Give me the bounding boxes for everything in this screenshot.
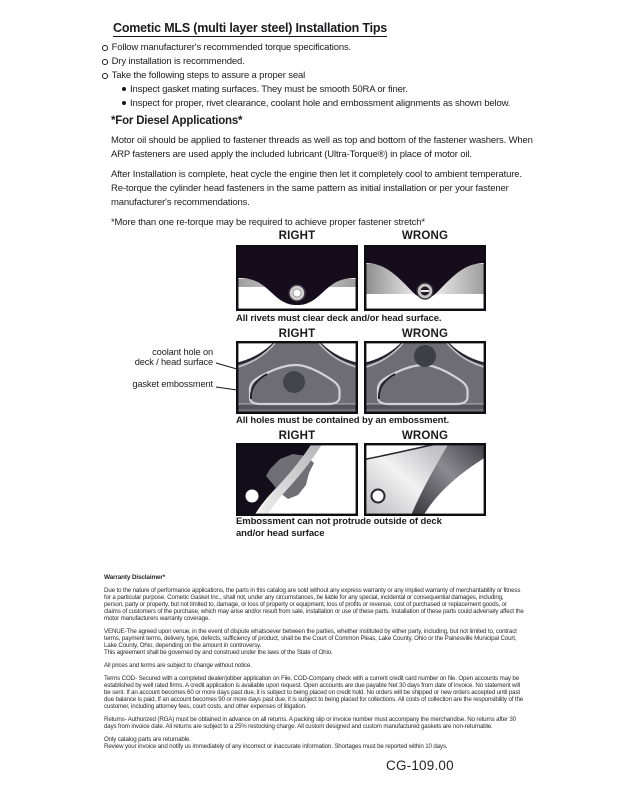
diagram3-right-label: RIGHT <box>278 430 316 442</box>
coolant-hole-label <box>93 347 213 367</box>
diagram2-wrong-panel <box>364 341 486 414</box>
diagram3-right-panel <box>236 443 358 516</box>
retorque-note: *More than one re-torque may be required to achieve proper fastener stretch* <box>111 217 425 228</box>
list-item <box>122 98 510 112</box>
list-item <box>102 70 510 84</box>
page-code: CG-109.00 <box>386 758 454 773</box>
disclaimer-paragraph: Terms COD- Secured with a completed dealer/jobber application on File, COD-Company check with a current credit card number on file. Open accounts may be established by well rated firms. A credit application is available upon request. Open accounts are due payable Net 30 days from date of invoice. No statement will be sent. If an account becomes 60 or more days past due, it is subject to being placed on credit hold. No orders will be shipped or new orders accepted until past due balance is paid. If an account becomes 90 or more days past due, it is subject to being placed for collections. All costs of collection are the responsibility of the customer, including attorney fees, court costs, and other expenses of litigation. <box>104 675 524 710</box>
list-item <box>102 56 510 70</box>
circle-bullet-icon <box>102 45 108 51</box>
diagram3-caption <box>236 516 506 539</box>
dot-bullet-icon <box>122 101 126 105</box>
diagram1-right-panel <box>236 245 358 311</box>
list-item <box>122 84 510 98</box>
list-item <box>102 42 510 56</box>
diagram2-right-label: RIGHT <box>278 328 316 340</box>
list-item-text: Dry installation is recommended. <box>111 56 245 67</box>
diagram1-wrong-label: WRONG <box>401 230 449 242</box>
list-item-text: Follow manufacturer's recommended torque specifications. <box>111 42 352 53</box>
list-item-text: Inspect gasket mating surfaces. They must be smooth 50RA or finer. <box>130 84 408 95</box>
diesel-paragraph-2: After Installation is complete, heat cycle the engine then let it completely cool to ambient temperature. Re-torque the cylinder head fasteners in the same pattern as initial installation or per your fastener manufacturer's recommendations. <box>111 169 522 208</box>
diesel-heading: *For Diesel Applications* <box>111 115 243 127</box>
disclaimer-heading: Warranty Disclaimer* <box>104 574 166 581</box>
page-title: Cometic MLS (multi layer steel) Installation Tips <box>113 21 388 35</box>
installation-tips-list <box>102 42 510 112</box>
list-item-text: Inspect for proper, rivet clearance, coolant hole and embossment alignments as shown below. <box>130 98 511 109</box>
diagram1-right-label: RIGHT <box>278 230 316 242</box>
coolant-hole-label-line2: deck / head surface <box>134 357 213 367</box>
disclaimer-paragraph: Review your invoice and notify us immediately of any incorrect or inaccurate information. Shortages must be reported within 10 days. <box>104 743 448 750</box>
diagram3-caption-line2: and/or head surface <box>236 527 325 539</box>
diagram3-wrong-label: WRONG <box>401 430 449 442</box>
disclaimer-paragraph: Returns- Authorized (RGA) must be obtained in advance on all returns. A packing slip or invoice number must accompany the merchandise. No returns after 30 days from invoice date. All returns are subject to a 25% restocking charge. All custom designed and custom manufactured gaskets are non-returnable. <box>104 716 516 730</box>
dot-bullet-icon <box>122 87 126 91</box>
diagram2-caption: All holes must be contained by an embossment. <box>236 415 449 426</box>
diagram3-caption-line1: Embossment can not protrude outside of deck <box>236 516 442 527</box>
disclaimer-paragraph: Due to the nature of performance applications, the parts in this catalog are sold without any express warranty or any implied warranty of merchantability or fitness for a particular purpose. Cometic Gasket Inc., shall not, under any circumstances, be liable for any special, incidental or consequential damages, including, person, party or property, but not limited to, damage, or loss of property or equipment, loss of profits or revenue, cost of purchased or replacement goods, or claims of customers of the purchase, which may arise and/or result from sale, installation or use of these parts. Installation of these parts could adversely affect the motor manufacturers warranty coverage. <box>104 587 524 622</box>
diagram2-wrong-label: WRONG <box>401 328 449 340</box>
diagram2-right-panel <box>236 341 358 414</box>
disclaimer-paragraph: Only catalog parts are returnable. <box>104 736 191 743</box>
diagram1-caption: All rivets must clear deck and/or head surface. <box>236 313 442 324</box>
diagram1-wrong-panel <box>364 245 486 311</box>
coolant-hole-label-line1: coolant hole on <box>152 347 213 357</box>
disclaimer-paragraph: All prices and terms are subject to change without notice. <box>104 662 252 669</box>
circle-bullet-icon <box>102 73 108 79</box>
list-item-text: Take the following steps to assure a proper seal <box>111 70 306 81</box>
diagram3-wrong-panel <box>364 443 486 516</box>
diesel-paragraph-1: Motor oil should be applied to fastener threads as well as top and bottom of the fastener washers. When ARP fasteners are used apply the included lubricant (Ultra-Torque®) in place of motor oil. <box>111 135 533 160</box>
circle-bullet-icon <box>102 59 108 65</box>
disclaimer-paragraph: VENUE-The agreed upon venue, in the event of dispute whatsoever between the parties, whether instituted by either party, including, but not limited to, contract terms, payment terms, delivery, type, defects, sufficiency of product, shall be the Court of Common Pleas, Lake County, Ohio or the Painesville Municipal Court, Lake County, Ohio, depending on the amount in controversy. <box>104 628 517 649</box>
disclaimer-paragraph: This agreement shall be governed by and construed under the laws of the State of Ohio. <box>104 649 333 656</box>
gasket-embossment-label: gasket embossment <box>132 379 213 389</box>
warranty-disclaimer <box>104 574 524 756</box>
